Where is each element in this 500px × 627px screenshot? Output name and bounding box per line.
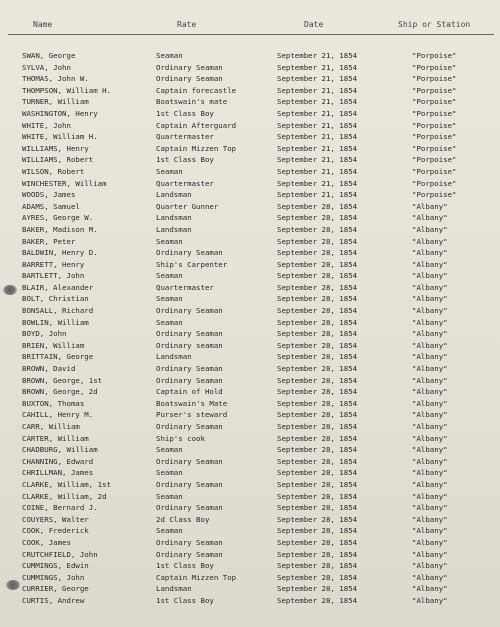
roster-name: COINE, Bernard J. (22, 503, 98, 513)
roster-name: BALDWIN, Henry D. (22, 248, 98, 258)
roster-row (0, 409, 500, 421)
roster-ship: "Albany" (412, 503, 448, 513)
roster-row (0, 433, 500, 445)
roster-name: WILLIAMS, Henry (22, 143, 89, 153)
roster-name: CUMMINGS, Edwin (22, 561, 89, 571)
roster-ship: "Albany" (412, 271, 448, 281)
roster-ship: "Albany" (412, 410, 448, 420)
roster-ship: "Albany" (412, 456, 448, 466)
roster-name: CUMMINGS, John (22, 572, 85, 582)
roster-row (0, 282, 500, 294)
roster-ship: "Porpoise" (412, 166, 457, 176)
roster-ship: "Albany" (412, 572, 448, 582)
roster-date: September 28, 1854 (277, 561, 358, 571)
roster-name: COOK, Frederick (22, 526, 89, 536)
roster-name: SYLVA, John (22, 62, 71, 72)
roster-ship: "Albany" (412, 248, 448, 258)
roster-rate: Ship's cook (156, 433, 205, 443)
roster-ship: "Porpoise" (412, 62, 457, 72)
roster-name: BLAIR, Alexander (22, 282, 94, 292)
roster-date: September 28, 1854 (277, 352, 358, 362)
roster-date: September 21, 1854 (277, 120, 358, 130)
roster-date: September 21, 1854 (277, 166, 358, 176)
roster-ship: "Albany" (412, 224, 448, 234)
roster-ship: "Porpoise" (412, 155, 457, 165)
roster-name: BAKER, Madison M. (22, 224, 98, 234)
roster-name: COUYERS, Walter (22, 514, 89, 524)
roster-row (0, 73, 500, 85)
roster-ship: "Albany" (412, 584, 448, 594)
roster-date: September 28, 1854 (277, 410, 358, 420)
roster-name: BOYD, John (22, 329, 67, 339)
roster-date: September 28, 1854 (277, 526, 358, 536)
roster-name: BRIEN, William (22, 340, 85, 350)
roster-ship: "Albany" (412, 259, 448, 269)
roster-name: COOK, James (22, 537, 71, 547)
roster-row (0, 595, 500, 607)
roster-date: September 28, 1854 (277, 364, 358, 374)
roster-name: BRITTAIN, George (22, 352, 94, 362)
roster-row (0, 212, 500, 224)
roster-row (0, 62, 500, 74)
roster-ship: "Albany" (412, 514, 448, 524)
roster-ship: "Porpoise" (412, 74, 457, 84)
roster-name: BROWN, David (22, 364, 76, 374)
roster-rate: Captain forecastle (156, 85, 237, 95)
roster-date: September 28, 1854 (277, 387, 358, 397)
roster-date: September 28, 1854 (277, 317, 358, 327)
roster-ship: "Porpoise" (412, 51, 457, 60)
roster-rate: Seaman (156, 445, 183, 455)
roster-row (0, 502, 500, 514)
roster-name: CARR, William (22, 422, 80, 431)
roster-row (0, 583, 500, 595)
roster-rate: 1st Class Boy (156, 155, 214, 165)
roster-rate: Landsman (156, 352, 192, 362)
roster-name: CARTER, William (22, 433, 89, 443)
roster-name: WHITE, John (22, 120, 71, 130)
roster-row (0, 514, 500, 526)
roster-rate: Seaman (156, 317, 183, 327)
roster-date: September 28, 1854 (277, 433, 358, 443)
roster-name: ADAMS, Samuel (22, 201, 80, 211)
roster-row (0, 351, 500, 363)
roster-row (0, 479, 500, 491)
roster-ship: "Porpoise" (412, 190, 457, 200)
roster-name: BARTLETT, John (22, 271, 85, 281)
roster-name: TURNER, William (22, 97, 89, 107)
roster-row (0, 189, 500, 201)
roster-name: BOLT, Christian (22, 294, 89, 304)
roster-rate: 1st Class Boy (156, 595, 214, 605)
roster-row (0, 363, 500, 375)
roster-ship: "Albany" (412, 317, 448, 327)
roster-rate: Boatswain's Mate (156, 398, 228, 408)
roster-ship: "Porpoise" (412, 85, 457, 95)
roster-row (0, 201, 500, 213)
roster-ship: "Albany" (412, 306, 448, 316)
header-name: Name (33, 20, 53, 29)
roster-rate: Ordinary Seaman (156, 329, 223, 339)
roster-row (0, 375, 500, 387)
roster-name: BONSALL, Richard (22, 306, 94, 316)
punch-hole (6, 580, 20, 590)
roster-date: September 28, 1854 (277, 503, 358, 513)
roster-ship: "Porpoise" (412, 97, 457, 107)
roster-list (0, 50, 500, 607)
roster-date: September 28, 1854 (277, 422, 358, 431)
roster-row (0, 247, 500, 259)
roster-rate: Ordinary Seaman (156, 479, 223, 489)
roster-date: September 21, 1854 (277, 85, 358, 95)
roster-ship: "Albany" (412, 422, 448, 431)
roster-rate: Ordinary Seaman (156, 248, 223, 258)
roster-rate: Ordinary Seaman (156, 422, 223, 431)
roster-rate: Seaman (156, 51, 183, 60)
roster-name: CRUTCHFIELD, John (22, 549, 98, 559)
roster-date: September 28, 1854 (277, 491, 358, 501)
roster-rate: Ordinary Seaman (156, 549, 223, 559)
roster-date: September 21, 1854 (277, 108, 358, 118)
roster-row (0, 560, 500, 572)
roster-row (0, 386, 500, 398)
roster-name: CURRIER, George (22, 584, 89, 594)
roster-rate: Seaman (156, 166, 183, 176)
roster-date: September 28, 1854 (277, 340, 358, 350)
roster-rate: Captain of Hold (156, 387, 223, 397)
roster-rate: Ordinary Seaman (156, 456, 223, 466)
roster-rate: Seaman (156, 236, 183, 246)
roster-ship: "Albany" (412, 282, 448, 292)
roster-date: September 28, 1854 (277, 248, 358, 258)
roster-name: BAKER, Peter (22, 236, 76, 246)
roster-name: BOWLIN, William (22, 317, 89, 327)
roster-rate: Ship's Carpenter (156, 259, 228, 269)
roster-ship: "Albany" (412, 561, 448, 571)
roster-date: September 21, 1854 (277, 97, 358, 107)
roster-date: September 21, 1854 (277, 190, 358, 200)
roster-row (0, 178, 500, 190)
roster-rate: Seaman (156, 468, 183, 478)
roster-ship: "Albany" (412, 375, 448, 385)
roster-name: THOMPSON, William H. (22, 85, 111, 95)
roster-row (0, 549, 500, 561)
roster-date: September 28, 1854 (277, 306, 358, 316)
roster-ship: "Albany" (412, 526, 448, 536)
roster-date: September 28, 1854 (277, 584, 358, 594)
header-rate: Rate (177, 20, 197, 29)
roster-ship: "Albany" (412, 364, 448, 374)
column-header (0, 20, 500, 34)
roster-date: September 28, 1854 (277, 282, 358, 292)
roster-name: CURTIS, Andrew (22, 595, 85, 605)
roster-ship: "Albany" (412, 537, 448, 547)
header-rule (8, 34, 494, 35)
roster-row (0, 456, 500, 468)
roster-date: September 21, 1854 (277, 62, 358, 72)
punch-hole (3, 285, 17, 295)
roster-name: CLARKE, William, 1st (22, 479, 111, 489)
header-date: Date (304, 20, 324, 29)
roster-date: September 21, 1854 (277, 143, 358, 153)
roster-ship: "Albany" (412, 387, 448, 397)
roster-date: September 28, 1854 (277, 398, 358, 408)
roster-name: CAHILL, Henry M. (22, 410, 94, 420)
roster-row (0, 537, 500, 549)
roster-ship: "Albany" (412, 294, 448, 304)
roster-date: September 21, 1854 (277, 132, 358, 142)
roster-ship: "Albany" (412, 479, 448, 489)
roster-row (0, 305, 500, 317)
roster-rate: Landsman (156, 213, 192, 223)
roster-rate: Seaman (156, 491, 183, 501)
roster-rate: Ordinary Seaman (156, 74, 223, 84)
roster-date: September 28, 1854 (277, 572, 358, 582)
roster-name: BROWN, George, 1st (22, 375, 103, 385)
roster-date: September 28, 1854 (277, 201, 358, 211)
roster-rate: 1st Class Boy (156, 108, 214, 118)
roster-name: WASHINGTON, Henry (22, 108, 98, 118)
roster-row (0, 340, 500, 352)
roster-row (0, 525, 500, 537)
roster-row (0, 317, 500, 329)
roster-date: September 28, 1854 (277, 224, 358, 234)
roster-row (0, 120, 500, 132)
roster-rate: Captain Mizzen Top (156, 572, 237, 582)
roster-row (0, 293, 500, 305)
roster-date: September 21, 1854 (277, 51, 358, 60)
roster-row (0, 444, 500, 456)
roster-ship: "Albany" (412, 468, 448, 478)
roster-date: September 21, 1854 (277, 155, 358, 165)
roster-row (0, 154, 500, 166)
roster-name: BROWN, George, 2d (22, 387, 98, 397)
roster-rate: Captain Mizzen Top (156, 143, 237, 153)
roster-row (0, 572, 500, 584)
roster-name: WILSON, Robert (22, 166, 85, 176)
roster-name: CHADBURG, William (22, 445, 98, 455)
roster-ship: "Albany" (412, 236, 448, 246)
roster-name: SWAN, George (22, 51, 76, 60)
roster-ship: "Albany" (412, 340, 448, 350)
roster-row (0, 259, 500, 271)
roster-ship: "Albany" (412, 445, 448, 455)
roster-date: September 28, 1854 (277, 549, 358, 559)
roster-date: September 21, 1854 (277, 178, 358, 188)
roster-date: September 28, 1854 (277, 595, 358, 605)
roster-rate: Quartermaster (156, 178, 214, 188)
roster-date: September 28, 1854 (277, 445, 358, 455)
roster-name: WOODS, James (22, 190, 76, 200)
roster-date: September 28, 1854 (277, 537, 358, 547)
roster-ship: "Albany" (412, 329, 448, 339)
roster-name: WILLIAMS, Robert (22, 155, 94, 165)
roster-row (0, 398, 500, 410)
roster-row (0, 85, 500, 97)
roster-rate: Ordinary Seaman (156, 537, 223, 547)
roster-date: September 28, 1854 (277, 236, 358, 246)
roster-ship: "Porpoise" (412, 143, 457, 153)
roster-ship: "Porpoise" (412, 132, 457, 142)
roster-rate: Seaman (156, 294, 183, 304)
roster-rate: Landsman (156, 584, 192, 594)
roster-ship: "Albany" (412, 213, 448, 223)
roster-date: September 28, 1854 (277, 514, 358, 524)
roster-rate: Captain Afterguard (156, 120, 237, 130)
roster-name: CHANNING, Edward (22, 456, 94, 466)
roster-rate: Landsman (156, 190, 192, 200)
roster-name: AYRES, George W. (22, 213, 94, 223)
roster-rate: Ordinary Seaman (156, 375, 223, 385)
roster-rate: Quarter Gunner (156, 201, 219, 211)
roster-rate: 1st Class Boy (156, 561, 214, 571)
roster-row (0, 166, 500, 178)
roster-date: September 28, 1854 (277, 479, 358, 489)
roster-date: September 28, 1854 (277, 213, 358, 223)
roster-name: CLARKE, William, 2d (22, 491, 107, 501)
roster-rate: 2d Class Boy (156, 514, 210, 524)
roster-ship: "Albany" (412, 491, 448, 501)
roster-date: September 28, 1854 (277, 468, 358, 478)
roster-date: September 28, 1854 (277, 375, 358, 385)
roster-date: September 28, 1854 (277, 294, 358, 304)
roster-date: September 28, 1854 (277, 271, 358, 281)
roster-ship: "Albany" (412, 398, 448, 408)
roster-name: BARRETT, Henry (22, 259, 85, 269)
roster-rate: Seaman (156, 271, 183, 281)
roster-row (0, 491, 500, 503)
roster-date: September 28, 1854 (277, 259, 358, 269)
roster-rate: Purser's steward (156, 410, 228, 420)
roster-row (0, 270, 500, 282)
roster-row (0, 236, 500, 248)
roster-ship: "Porpoise" (412, 178, 457, 188)
roster-name: BUXTON, Thomas (22, 398, 85, 408)
roster-rate: Ordinary Seaman (156, 364, 223, 374)
roster-rate: Ordinary Seaman (156, 62, 223, 72)
roster-name: WINCHESTER, William (22, 178, 107, 188)
roster-ship: "Albany" (412, 352, 448, 362)
roster-name: THOMAS, John W. (22, 74, 89, 84)
roster-row (0, 131, 500, 143)
roster-row (0, 143, 500, 155)
roster-rate: Landsman (156, 224, 192, 234)
roster-ship: "Albany" (412, 549, 448, 559)
roster-ship: "Albany" (412, 201, 448, 211)
roster-row (0, 108, 500, 120)
header-ship: Ship or Station (398, 20, 471, 29)
roster-ship: "Porpoise" (412, 108, 457, 118)
roster-rate: Ordinary seaman (156, 340, 223, 350)
roster-date: September 21, 1854 (277, 74, 358, 84)
roster-row (0, 421, 500, 433)
roster-row (0, 328, 500, 340)
roster-date: September 28, 1854 (277, 456, 358, 466)
roster-rate: Ordinary Seaman (156, 306, 223, 316)
roster-row (0, 224, 500, 236)
roster-row (0, 50, 500, 62)
roster-rate: Quartermaster (156, 282, 214, 292)
roster-row (0, 467, 500, 479)
roster-rate: Seaman (156, 526, 183, 536)
roster-name: CHRILLMAN, James (22, 468, 94, 478)
roster-rate: Ordinary Seaman (156, 503, 223, 513)
roster-ship: "Albany" (412, 433, 448, 443)
roster-ship: "Porpoise" (412, 120, 457, 130)
roster-rate: Quartermaster (156, 132, 214, 142)
roster-date: September 28, 1854 (277, 329, 358, 339)
roster-rate: Boatswain's mate (156, 97, 228, 107)
roster-row (0, 96, 500, 108)
roster-ship: "Albany" (412, 595, 448, 605)
roster-name: WHITE, William H. (22, 132, 98, 142)
